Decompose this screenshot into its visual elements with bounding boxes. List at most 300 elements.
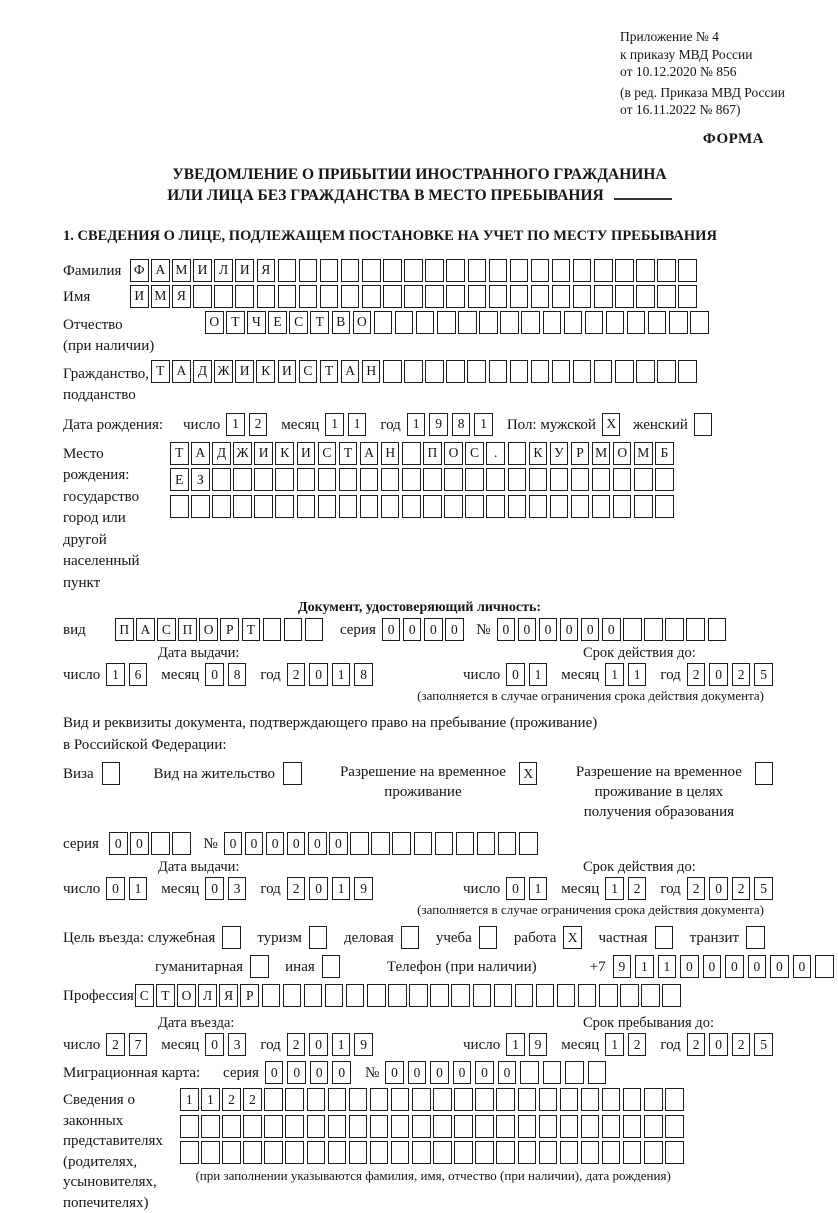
profession-cells [135, 984, 683, 1007]
form-cell [402, 495, 421, 518]
form-cell [278, 285, 297, 308]
form-cell [592, 468, 611, 491]
form-cell: 2 [106, 1033, 125, 1056]
form-cell [615, 285, 634, 308]
annex-line: к приказу МВД России [620, 46, 776, 64]
migration-card-row [63, 1061, 776, 1084]
form-cell [602, 1115, 621, 1138]
form-cell [518, 1141, 537, 1164]
form-cell: 0 [385, 1061, 404, 1084]
form-cell [550, 468, 569, 491]
issue-date-title: Дата выдачи: [158, 859, 463, 876]
form-cell [402, 468, 421, 491]
form-cell: 1 [332, 663, 351, 686]
patronymic-cells [205, 311, 711, 334]
residence-permit-option [154, 762, 305, 822]
form-cell: В [332, 311, 351, 334]
form-cell [518, 1088, 537, 1111]
entry-day-cells [106, 1033, 151, 1056]
birthplace-label [63, 442, 170, 595]
form-cell [341, 285, 360, 308]
form-cell: . [486, 442, 505, 465]
form-cell [510, 285, 529, 308]
stay-until-title: Срок пребывания до: [583, 1015, 777, 1032]
form-cell [212, 468, 231, 491]
form-cell [243, 1141, 262, 1164]
form-cell [370, 1115, 389, 1138]
form-cell: Я [219, 984, 238, 1007]
form-cell [392, 832, 411, 855]
day-label: число [63, 663, 100, 684]
month-label: месяц [561, 663, 599, 684]
form-cell [404, 360, 423, 383]
form-cell: У [550, 442, 569, 465]
form-cell: 8 [452, 413, 471, 436]
title-blank-line [614, 198, 672, 200]
residence-valid-day-cells [506, 877, 551, 900]
form-cell [539, 1115, 558, 1138]
form-cell [201, 1115, 220, 1138]
sex-label: Пол: мужской [507, 413, 596, 434]
form-cell [581, 1115, 600, 1138]
form-cell [585, 311, 604, 334]
form-cell [370, 1088, 389, 1111]
form-cell [662, 984, 681, 1007]
form-cell: Е [170, 468, 189, 491]
form-cell: П [115, 618, 134, 641]
form-cell [657, 259, 676, 282]
representatives-label-line: представителях [63, 1131, 180, 1152]
form-cell [655, 926, 674, 949]
form-cell: X [563, 926, 582, 949]
representatives-label-line: Сведения о [63, 1090, 180, 1111]
representatives-note: (при заполнении указываются фамилия, имя, отчество (при наличии), дата рождения) [180, 1168, 686, 1184]
form-cell [446, 285, 465, 308]
form-cell [536, 984, 555, 1007]
rvp-education-label-line2: проживание в целях [595, 784, 723, 800]
form-cell: Т [151, 360, 170, 383]
form-cell [560, 1088, 579, 1111]
rvp-education-label-line1: Разрешение на временное [576, 764, 742, 780]
form-cell [297, 468, 316, 491]
form-cell: 9 [613, 955, 632, 978]
form-cell [339, 468, 358, 491]
representatives-cells-3 [180, 1141, 686, 1164]
form-cell: Р [220, 618, 239, 641]
form-cell [594, 259, 613, 282]
form-cell [564, 311, 583, 334]
form-cell [665, 618, 684, 641]
id-valid-year-cells [687, 663, 777, 686]
id-issue-year-cells [287, 663, 377, 686]
form-cell [222, 1115, 241, 1138]
form-cell [644, 1115, 663, 1138]
form-cell: Р [240, 984, 259, 1007]
entry-month-cells [205, 1033, 250, 1056]
form-cell [214, 285, 233, 308]
form-cell [531, 360, 550, 383]
form-cell [475, 1115, 494, 1138]
form-cell [477, 832, 496, 855]
form-cell [454, 1115, 473, 1138]
form-cell [571, 468, 590, 491]
form-cell [222, 1141, 241, 1164]
issue-date-title: Дата выдачи: [158, 645, 463, 662]
form-cell [318, 468, 337, 491]
entry-dates [63, 1015, 776, 1056]
form-cell: 8 [354, 663, 373, 686]
id-issue-month-cells [205, 663, 250, 686]
form-cell: М [592, 442, 611, 465]
representatives-rows [180, 1088, 686, 1213]
form-cell: 1 [407, 413, 426, 436]
residence-issue-date-col [63, 859, 463, 900]
form-cell [678, 360, 697, 383]
form-cell [508, 468, 527, 491]
stay-day-cells [506, 1033, 551, 1056]
form-cell [433, 1115, 452, 1138]
form-cell: 2 [628, 877, 647, 900]
purpose-tourism-checkbox [309, 926, 330, 949]
form-cell: О [205, 311, 224, 334]
form-cell [437, 311, 456, 334]
form-cell: 2 [732, 663, 751, 686]
form-cell: Т [339, 442, 358, 465]
form-cell: Я [172, 285, 191, 308]
form-cell [508, 442, 527, 465]
form-cell: Я [257, 259, 276, 282]
form-cell [560, 1115, 579, 1138]
month-label: месяц [161, 663, 199, 684]
annex-line: от 10.12.2020 № 856 [620, 63, 776, 81]
form-cell [531, 285, 550, 308]
entry-date-col [63, 1015, 463, 1056]
form-cell: С [299, 360, 318, 383]
form-cell: С [157, 618, 176, 641]
form-cell [521, 311, 540, 334]
form-cell: 2 [287, 663, 306, 686]
year-label: год [660, 663, 680, 684]
form-cell: Д [193, 360, 212, 383]
form-cell [634, 495, 653, 518]
form-cell: 0 [382, 618, 401, 641]
form-cell: И [130, 285, 149, 308]
form-cell [446, 360, 465, 383]
form-cell: 1 [106, 663, 125, 686]
year-label: год [260, 877, 280, 898]
day-label: число [183, 413, 220, 434]
form-cell: Т [242, 618, 261, 641]
form-cell [328, 1115, 347, 1138]
form-cell [328, 1141, 347, 1164]
form-cell: А [191, 442, 210, 465]
birthplace-label-line: государство [63, 487, 170, 509]
form-cell: С [465, 442, 484, 465]
form-cell: 5 [754, 877, 773, 900]
form-cell [615, 360, 634, 383]
form-cell [690, 311, 709, 334]
form-cell [620, 984, 639, 1007]
form-cell [350, 832, 369, 855]
form-cell [284, 618, 303, 641]
id-doc-heading: Документ, удостоверяющий личность: [63, 600, 776, 616]
rvp-education-label [571, 762, 747, 822]
form-cell [433, 1141, 452, 1164]
form-cell: 0 [205, 877, 224, 900]
form-cell [275, 495, 294, 518]
phone-cells [613, 955, 838, 978]
name-row [63, 285, 776, 308]
form-cell [588, 1061, 607, 1084]
form-cell [648, 311, 667, 334]
year-label: год [260, 663, 280, 684]
birthplace-cells-3 [170, 495, 676, 518]
rvp-education-checkbox [755, 762, 776, 785]
form-cell: 0 [424, 618, 443, 641]
form-cell: 0 [309, 877, 328, 900]
form-cell: М [172, 259, 191, 282]
form-cell [381, 495, 400, 518]
form-cell [402, 442, 421, 465]
form-cell: 0 [453, 1061, 472, 1084]
form-cell: X [602, 413, 621, 436]
form-cell: Р [571, 442, 590, 465]
form-cell [383, 259, 402, 282]
form-cell [592, 495, 611, 518]
form-cell [318, 495, 337, 518]
form-cell: 0 [602, 618, 621, 641]
representatives-label-line: усыновителях, [63, 1172, 180, 1193]
form-cell: 1 [628, 663, 647, 686]
form-cell: А [172, 360, 191, 383]
form-cell [264, 1141, 283, 1164]
residence-doc-number-label: № [203, 832, 217, 853]
form-cell: 2 [732, 877, 751, 900]
form-cell [371, 832, 390, 855]
migration-number-label: № [365, 1061, 379, 1082]
form-cell [573, 360, 592, 383]
form-cell: 2 [287, 1033, 306, 1056]
residence-doc-intro-line1: Вид и реквизиты документа, подтверждающего право на пребывание (проживание) [63, 712, 776, 734]
form-cell: М [634, 442, 653, 465]
form-cell [360, 468, 379, 491]
form-cell: 0 [725, 955, 744, 978]
form-cell [489, 360, 508, 383]
form-cell: С [318, 442, 337, 465]
form-cell [510, 259, 529, 282]
form-cell: 8 [228, 663, 247, 686]
residence-issue-month-cells [205, 877, 250, 900]
form-cell [444, 495, 463, 518]
form-cell [573, 285, 592, 308]
sex-male-checkbox [602, 413, 623, 436]
form-cell: Т [320, 360, 339, 383]
purpose-study-checkbox [479, 926, 500, 949]
form-cell [381, 468, 400, 491]
form-cell [362, 259, 381, 282]
day-label: число [463, 877, 500, 898]
form-cell [694, 413, 713, 436]
form-cell [489, 285, 508, 308]
form-cell [613, 495, 632, 518]
form-cell [543, 311, 562, 334]
form-cell: 9 [354, 877, 373, 900]
form-cell [815, 955, 834, 978]
id-issue-day-cells [106, 663, 151, 686]
birthdate-row [63, 413, 776, 436]
form-cell [636, 259, 655, 282]
patronymic-label-line2: (при наличии) [63, 336, 205, 357]
form-cell [151, 832, 170, 855]
form-cell: 0 [224, 832, 243, 855]
form-cell [412, 1115, 431, 1138]
id-doc-row [63, 618, 776, 641]
form-cell: 0 [703, 955, 722, 978]
form-cell: 0 [709, 663, 728, 686]
form-cell: А [341, 360, 360, 383]
citizenship-row [63, 360, 776, 406]
sex-female-checkbox [694, 413, 715, 436]
form-cell: 0 [130, 832, 149, 855]
purpose-humanitarian-label: гуманитарная [155, 955, 243, 976]
form-cell: Л [198, 984, 217, 1007]
residence-valid-month-cells [605, 877, 650, 900]
form-cell [430, 984, 449, 1007]
form-cell [201, 1141, 220, 1164]
form-cell: Ч [247, 311, 266, 334]
purpose-humanitarian-checkbox [250, 955, 271, 978]
form-cell [349, 1115, 368, 1138]
form-cell [193, 285, 212, 308]
form-cell [657, 360, 676, 383]
id-issue-date-col [63, 645, 463, 686]
month-label: месяц [161, 1033, 199, 1054]
form-cell [473, 984, 492, 1007]
form-cell [458, 311, 477, 334]
form-cell [755, 762, 774, 785]
form-cell [465, 495, 484, 518]
purpose-row [63, 926, 776, 949]
limited-validity-note: (заполняется в случае ограничения срока действия документа) [63, 902, 776, 918]
form-cell: К [275, 442, 294, 465]
form-cell [180, 1141, 199, 1164]
form-cell: Т [226, 311, 245, 334]
form-cell: М [151, 285, 170, 308]
residence-validity-date-col [463, 859, 777, 900]
form-cell [623, 1115, 642, 1138]
form-cell: 0 [408, 1061, 427, 1084]
form-cell [414, 832, 433, 855]
form-cell: 0 [793, 955, 812, 978]
form-cell [285, 1141, 304, 1164]
form-cell [573, 259, 592, 282]
form-cell [309, 926, 328, 949]
id-doc-type-cells [115, 618, 326, 641]
month-label: месяц [281, 413, 319, 434]
revision-line: от 16.11.2022 № 867) [620, 101, 776, 119]
form-cell [489, 259, 508, 282]
form-cell [508, 495, 527, 518]
form-cell: 7 [129, 1033, 148, 1056]
form-label: ФОРМА [63, 131, 776, 148]
form-cell [552, 259, 571, 282]
form-cell: Е [268, 311, 287, 334]
patronymic-row [63, 311, 776, 357]
form-cell [305, 618, 324, 641]
form-cell [446, 259, 465, 282]
birthplace-label-line: населенный пункт [63, 551, 170, 594]
id-doc-series-label: серия [340, 618, 376, 639]
form-cell [322, 955, 341, 978]
form-cell [299, 259, 318, 282]
form-cell [623, 1088, 642, 1111]
residence-doc-intro-line2: в Российской Федерации: [63, 734, 776, 756]
representatives-label-line: законных [63, 1111, 180, 1132]
form-cell [560, 1141, 579, 1164]
month-label: месяц [561, 877, 599, 898]
form-cell [529, 468, 548, 491]
name-cells [130, 285, 700, 308]
surname-row [63, 259, 776, 282]
form-cell: 0 [518, 618, 537, 641]
form-cell [655, 495, 674, 518]
form-cell: О [177, 984, 196, 1007]
form-cell [212, 495, 231, 518]
form-cell [454, 1141, 473, 1164]
form-cell [529, 495, 548, 518]
form-cell [467, 360, 486, 383]
form-cell: 0 [309, 663, 328, 686]
migration-card-label: Миграционная карта: [63, 1061, 223, 1082]
form-cell [391, 1115, 410, 1138]
form-cell [235, 285, 254, 308]
birthplace-cells-1 [170, 442, 676, 465]
form-cell [615, 259, 634, 282]
form-cell: 1 [605, 877, 624, 900]
form-cell: Ж [233, 442, 252, 465]
form-cell [708, 618, 727, 641]
form-cell [278, 259, 297, 282]
form-cell [602, 1141, 621, 1164]
id-doc-type-label: вид [63, 618, 115, 639]
form-cell [339, 495, 358, 518]
form-cell [641, 984, 660, 1007]
form-cell: С [289, 311, 308, 334]
name-label: Имя [63, 285, 130, 306]
birthplace-row-1 [170, 442, 676, 465]
form-cell: 1 [529, 663, 548, 686]
form-cell: 1 [332, 1033, 351, 1056]
id-doc-number-cells [497, 618, 729, 641]
birthplace-cells-2 [170, 468, 676, 491]
form-cell: 0 [748, 955, 767, 978]
birthplace-label-line: город или другой [63, 508, 170, 551]
representatives-label-line: попечителях) [63, 1193, 180, 1213]
form-cell [594, 285, 613, 308]
form-cell [307, 1115, 326, 1138]
purpose-private-label: частная [599, 926, 648, 947]
form-cell [475, 1088, 494, 1111]
profession-label: Профессия [63, 984, 135, 1005]
residence-issue-day-cells [106, 877, 151, 900]
form-cell [409, 984, 428, 1007]
form-cell [686, 618, 705, 641]
form-cell [425, 360, 444, 383]
form-cell [388, 984, 407, 1007]
form-cell: 9 [354, 1033, 373, 1056]
form-cell: И [254, 442, 273, 465]
form-cell [479, 926, 498, 949]
